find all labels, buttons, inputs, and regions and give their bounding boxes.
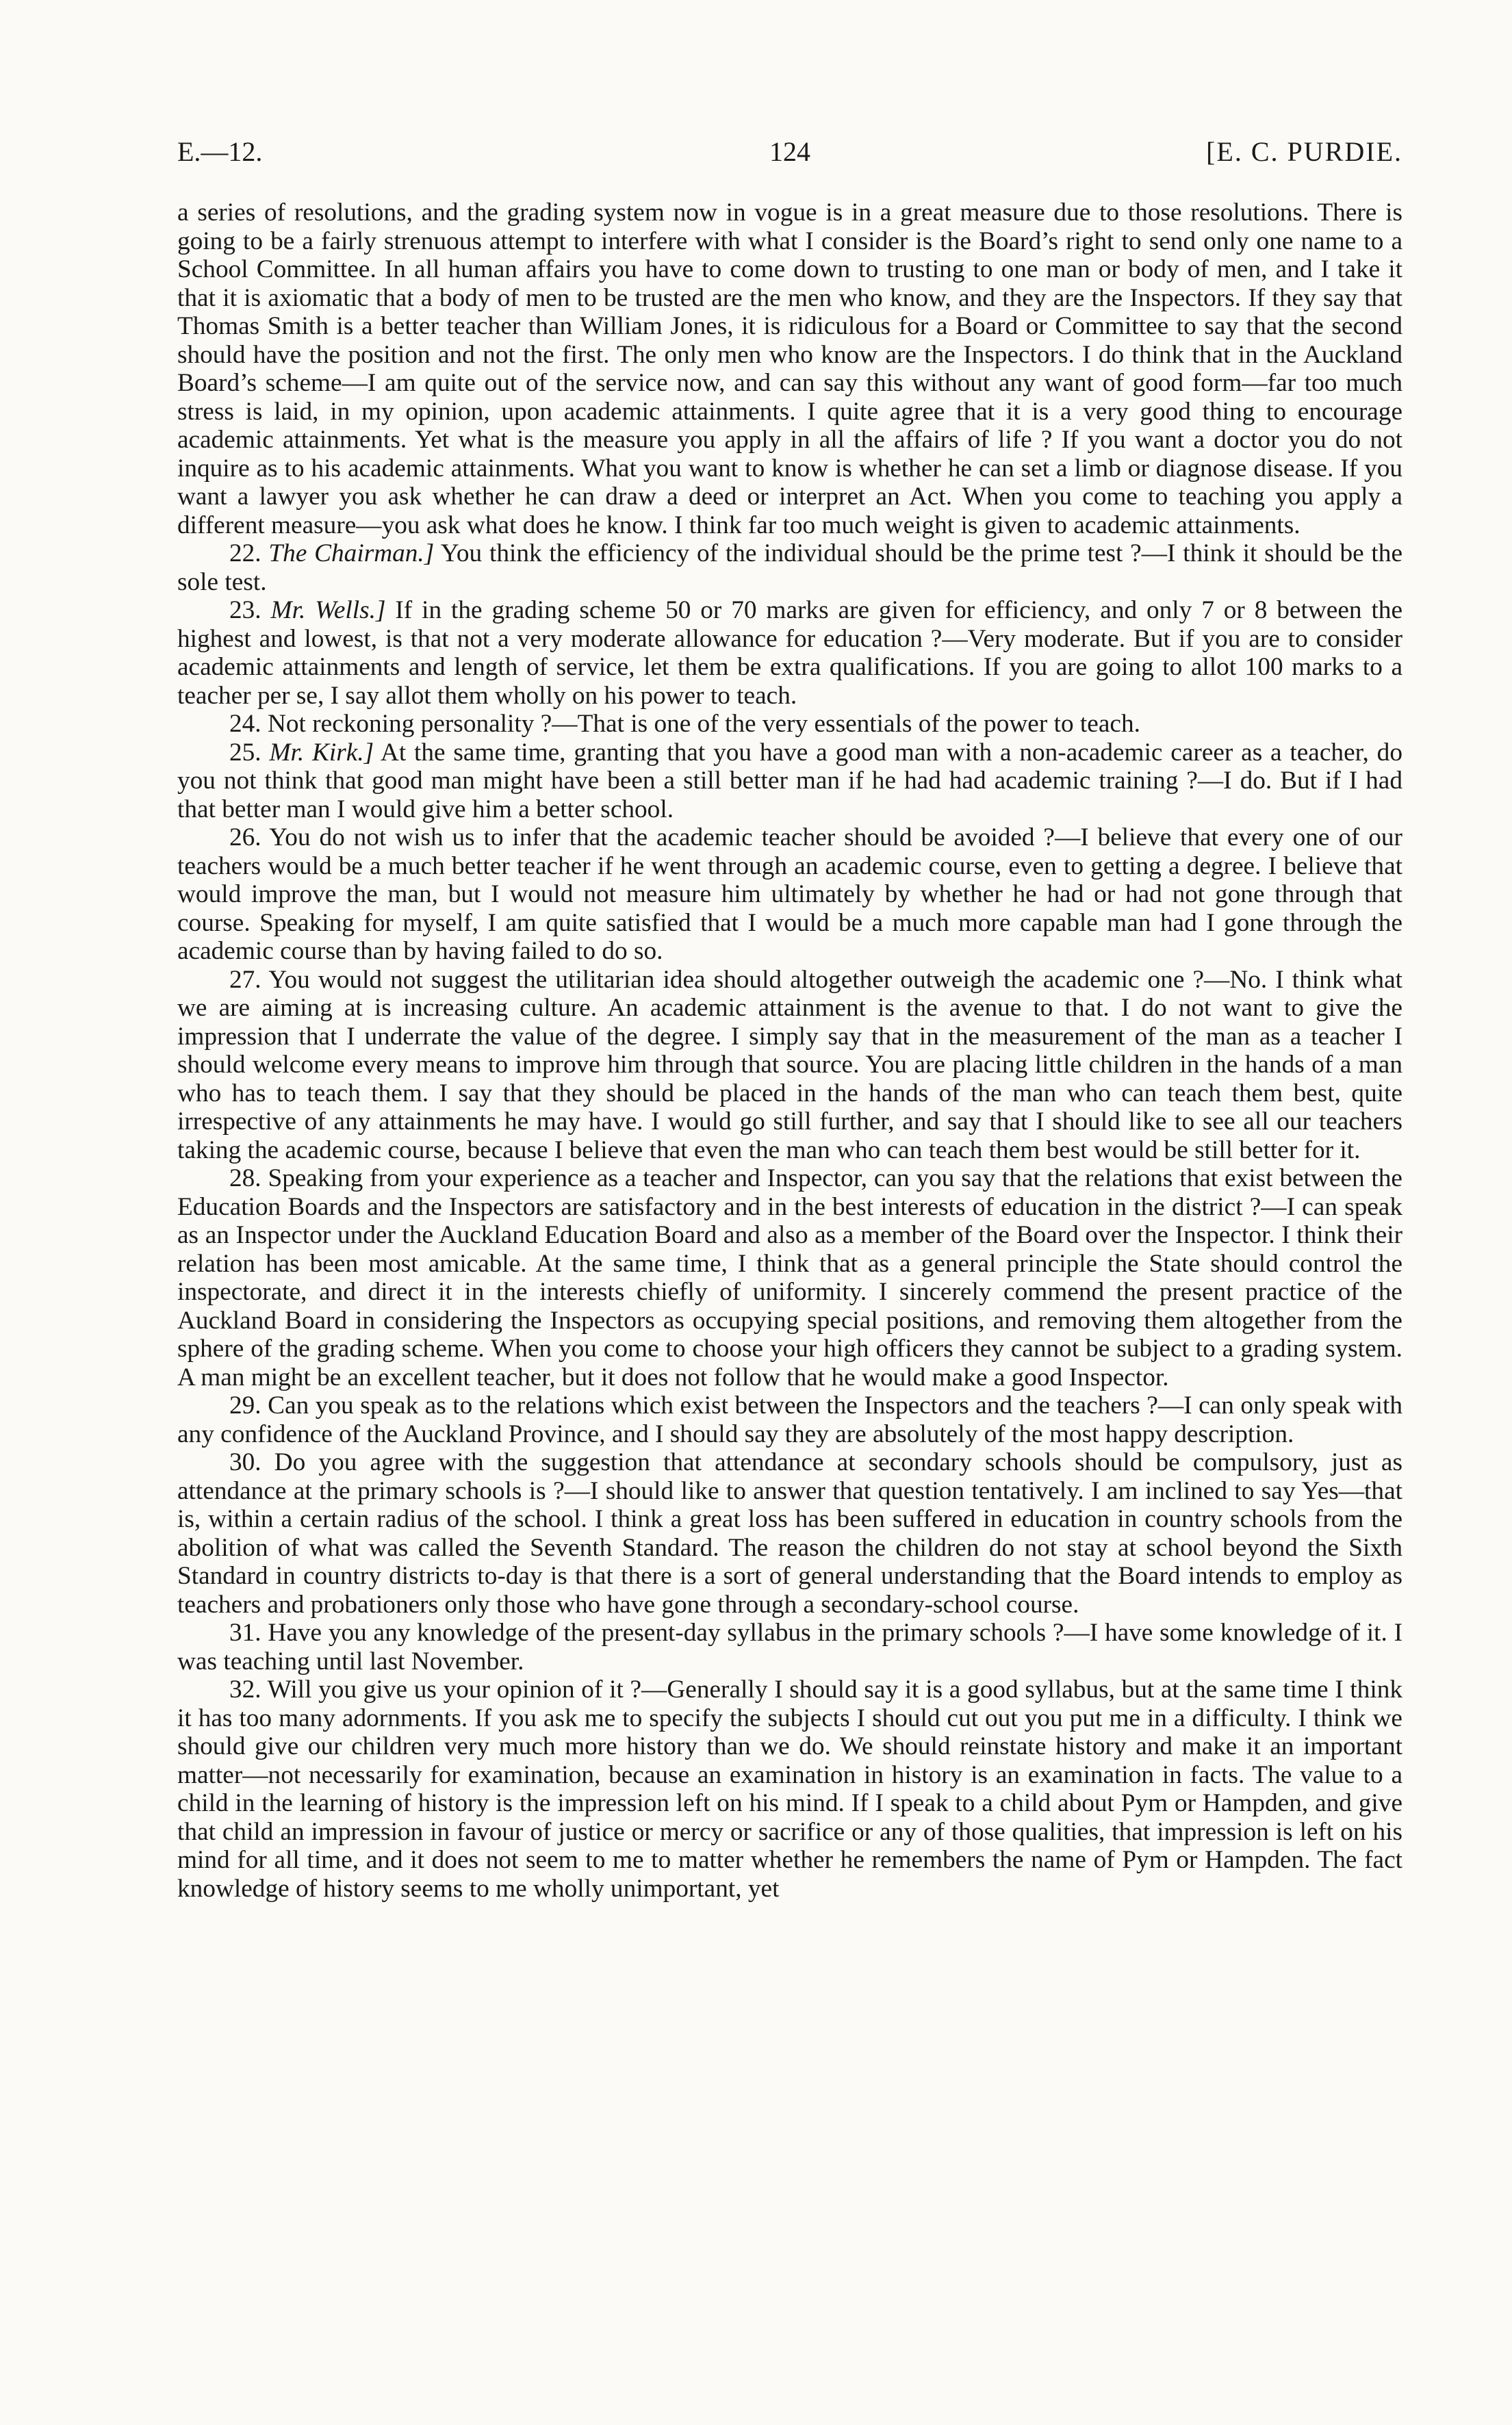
question-text: Not reckoning personality ?—That is one of the very essentials of the power to teach.	[267, 710, 1140, 738]
question-22	[177, 539, 1402, 596]
question-number: 31.	[229, 1619, 261, 1647]
question-text: You would not suggest the utilitarian idea should altogether outweigh the academic one ?—No. I think what we are aiming at is increasing culture. An academic attainment is the avenue to that. I do not want to give the impression that I underrate the value of the degree. I simply say that in the measurement of the man as a teacher I should welcome every means to improve him through that source. You are placing little children in the hands of a man who has to teach them. I say that they should be placed in the hands of the man who can teach them best, quite irrespective of any attainments he may have. I would go still further, and say that I should like to see all our teachers taking the academic course, because I believe that even the man who can teach them best would be still better for it.	[177, 965, 1402, 1164]
question-number: 28.	[229, 1164, 261, 1192]
question-number: 26.	[229, 823, 261, 851]
page-header	[177, 136, 1402, 177]
question-25	[177, 739, 1402, 824]
question-27	[177, 966, 1402, 1165]
speaker-name: Mr. Wells.]	[270, 596, 386, 624]
question-number: 29.	[229, 1391, 261, 1420]
question-24	[177, 710, 1402, 739]
question-31	[177, 1619, 1402, 1676]
question-28	[177, 1164, 1402, 1391]
question-text: You think the efficiency of the individual should be the prime test ?—I think it should be the sole test.	[177, 539, 1402, 596]
question-32	[177, 1676, 1402, 1903]
speaker-name: Mr. Kirk.]	[269, 738, 374, 767]
question-text: Will you give us your opinion of it ?—Generally I should say it is a good syllabus, but at the same time I think it has too many adornments. If you ask me to specify the subjects I should cut out you put me in a difficulty. I think we should give our children very much more history than we do. We should reinstate history and make it an important matter—not necessarily for examination, because an examination in history is an examination in facts. The value to a child in the learning of history is the impression left on his mind. If I speak to a child about Pym or Hampden, and give that child an impression in favour of justice or mercy or sacrifice or any of those qualities, that impression is left on his mind for all time, and it does not seem to me to matter whether he remembers the name of Pym or Hampden. The fact knowledge of history seems to me wholly unimportant, yet	[177, 1676, 1402, 1903]
question-number: 23.	[229, 596, 261, 624]
witness-name: [E. C. PURDIE.	[1206, 136, 1402, 167]
paragraph-continuation	[177, 198, 1402, 539]
question-29	[177, 1391, 1402, 1448]
question-26	[177, 823, 1402, 966]
speaker-name: The Chairman.]	[268, 539, 435, 567]
question-text: If in the grading scheme 50 or 70 marks are given for efficiency, and only 7 or 8 between the highest and lowest, is that not a very moderate allowance for education ?—Very moderate. But if you are to consider academic attainments and length of service, let them be extra qualifications. If you are going to allot 100 marks to a teacher per se, I say allot them wholly on his power to teach.	[177, 596, 1403, 710]
question-text: Have you any knowledge of the present-day syllabus in the primary schools ?—I have some knowledge of it. I was teaching until last November.	[177, 1619, 1403, 1676]
question-number: 25.	[229, 738, 261, 767]
question-text: At the same time, granting that you have a good man with a non-academic career as a teacher, do you not think that good man might have been a still better man if he had had academic training ?—I do. But if I had that better man I would give him a better school.	[177, 738, 1402, 823]
question-number: 32.	[229, 1676, 261, 1704]
question-number: 30.	[229, 1448, 261, 1476]
document-reference: E.—12.	[177, 136, 263, 167]
question-30	[177, 1448, 1402, 1619]
question-text: Do you agree with the suggestion that attendance at secondary schools should be compulsory, just as attendance at the primary schools is ?—I should like to answer that question tentatively. I am inclined to say Yes—that is, within a certain radius of the school. I think a great loss has been suffered in education in country schools from the abolition of what was called the Seventh Standard. The reason the children do not stay at school beyond the Sixth Standard in country districts to-day is that there is a sort of general understanding that the Board intends to employ as teachers and probationers only those who have gone through a secondary-school course.	[177, 1448, 1402, 1619]
question-text: Speaking from your experience as a teacher and Inspector, can you say that the relations that exist between the Education Boards and the Inspectors are satisfactory and in the best interests of education in the district ?—I can speak as an Inspector under the Auckland Education Board and also as a member of the Board over the Inspector. I think their relation has been most amicable. At the same time, I think that as a general principle the State should control the inspectorate, and direct it in the interests chiefly of uniformity. I sincerely commend the present practice of the Auckland Board in considering the Inspectors as occupying special positions, and removing them altogether from the sphere of the grading scheme. When you come to choose your high officers they cannot be subject to a grading system. A man might be an excellent teacher, but it does not follow that he would make a good Inspector.	[177, 1164, 1402, 1391]
question-text: Can you speak as to the relations which exist between the Inspectors and the teachers ?—I can only speak with any confidence of the Auckland Province, and I should say they are absolutely of the most happy description.	[177, 1391, 1402, 1448]
paragraph-text: a series of resolutions, and the grading system now in vogue is in a great measure due to those resolutions. There is going to be a fairly strenuous attempt to interfere with what I consider is the Board’s right to send only one name to a School Committee. In all human affairs you have to come down to trusting to one man or body of men, and I take it that it is axiomatic that a body of men to be trusted are the men who know, and they are the Inspectors. If they say that Thomas Smith is a better teacher than William Jones, it is ridiculous for a Board or Committee to say that the second should have the position and not the first. The only men who know are the Inspectors. I do think that in the Auckland Board’s scheme—I am quite out of the service now, and can say this without any want of good form—far too much stress is laid, in my opinion, upon academic attainments. I quite agree that it is a very good thing to encourage academic attainments. Yet what is the measure you apply in all the affairs of life ? If you want a doctor you do not inquire as to his academic attainments. What you want to know is whether he can set a limb or diagnose disease. If you want a lawyer you ask whether he can draw a deed or interpret an Act. When you come to teaching you apply a different measure—you ask what does he know. I think far too much weight is given to academic attainments.	[177, 198, 1402, 539]
question-number: 22.	[229, 539, 261, 567]
question-23	[177, 596, 1402, 710]
question-number: 24.	[229, 710, 261, 738]
question-text: You do not wish us to infer that the academic teacher should be avoided ?—I believe that every one of our teachers would be a much better teacher if he went through an academic course, even to getting a degree. I believe that would improve the man, but I would not measure him ultimately by whether he had or had not gone through that course. Speaking for myself, I am quite satisfied that I would be a much more capable man had I gone through the academic course than by having failed to do so.	[177, 823, 1402, 965]
page-number: 124	[769, 136, 810, 167]
page-body	[177, 198, 1402, 1903]
question-number: 27.	[229, 965, 261, 994]
